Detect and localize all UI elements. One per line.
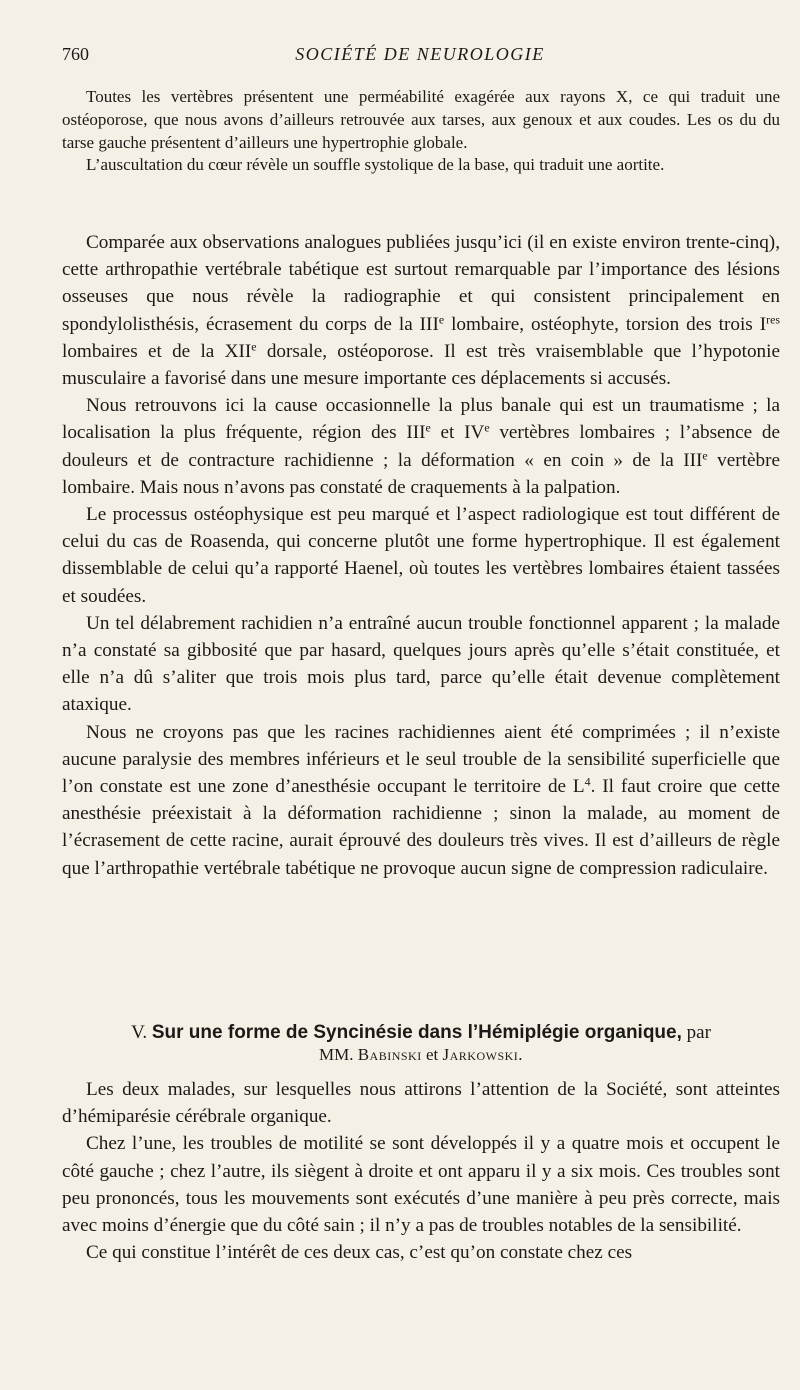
section-authors: MM. Babinski et Jarkowski.: [318, 1045, 524, 1064]
paragraph: Le processus ostéophysique est peu marqué et l’aspect radiologique est tout différent de celui du cas de Roasenda, qui concerne plutôt une forme hypertrophique. Il est également dissemblable de celui qu’a rapporté Haenel, où toutes les vertèbres lombaires étaient tassées et soudées.: [62, 504, 780, 607]
section-title: Sur une forme de Syncinésie dans l’Hémiplégie organique,: [151, 1022, 682, 1043]
paragraph: Les deux malades, sur lesquelles nous attirons l’attention de la Société, sont atteintes d’hémiparésie cérébrale organique.: [62, 1079, 780, 1128]
section-by: par: [686, 1022, 711, 1043]
page-number: 760: [62, 44, 89, 64]
paragraph: Chez l’une, les troubles de motilité se sont développés il y a quatre mois et occupent le côté gauche ; chez l’autre, ils siègent à droite et ont apparu il y a six mois. Ces troubles sont peu prononcés, tous les mouvements sont exécutés d’une manière à peu près correcte, mais avec moins d’énergie que du côté sain ; il n’y a pas de troubles notables de la sensibilité.: [62, 1133, 780, 1237]
paragraph: Ce qui constitue l’intérêt de ces deux cas, c’est qu’on constate chez ces: [86, 1242, 633, 1264]
superscript: e: [438, 312, 445, 327]
paragraph: Nous ne croyons pas que les racines rachidiennes aient été comprimées ; il n’existe aucune paralysie des membres inférieurs et le seul trouble de la sensibilité superficielle que l’on constate est une zone d’anesthésie occupant le territoire de $L^4$. Il faut croire que cette anesthésie préexistait à la déformation rachidienne ; sinon la malade, au moment de l’écrasement de cette racine, aurait éprouvé des douleurs très vives. Il est d’ailleurs de règle que l’arthropathie vertébrale tabétique ne provoque aucun signe de compression radiculaire.: [62, 721, 780, 879]
section-heading: [62, 1022, 780, 1066]
superscript: e: [251, 339, 257, 354]
running-head: [62, 44, 778, 64]
superscript: e: [702, 448, 708, 463]
paragraph: Nous retrouvons ici la cause occasionnelle la plus banale qui est un traumatisme ; la localisation la plus fréquente, région des IIIe et IVe vertèbres lombaires ; l’absence de douleurs et de contracture rachidienne ; la déformation « en coin » de la IIIe vertèbre lombaire. Mais nous n’avons pas constaté de craquements à la palpation.: [62, 395, 781, 498]
paragraph: Comparée aux observations analogues publiées jusqu’ici (il en existe environ trente-cinq), cette arthropathie vertébrale tabétique est surtout remarquable par l’importance des lésions osseuses que nous révèle la radiographie et qui consistent principalement en spondylolisthésis, écrasement du corps de la IIIe lombaire, ostéophyte, torsion des trois Ires lombaires et de la XIIe dorsale, ostéoporose. Il est très vraisemblable que l’hypotonie musculaire a favorisé dans une mesure importante ces déplacements si accusés.: [62, 232, 780, 390]
paragraph: L’auscultation du cœur révèle un souffle systolique de la base, qui traduit une aortite.: [86, 155, 665, 175]
section-number: V.: [131, 1022, 148, 1043]
paragraph: Toutes les vertèbres présentent une perméabilité exagérée aux rayons X, ce qui traduit une ostéoporose, que nous avons d’ailleurs retrouvée aux tarses, aux genoux et aux coudes. Les os du du tarse gauche présentent d’ailleurs une hypertrophie globale.: [62, 87, 780, 152]
superscript: e: [425, 420, 431, 435]
superscript: 4: [584, 774, 591, 789]
running-title: SOCIÉTÉ DE NEUROLOGIE: [295, 44, 545, 64]
small-print-block: [62, 86, 780, 177]
paragraph: Un tel délabrement rachidien n’a entraîné aucun trouble fonctionnel apparent ; la malade n’a constaté sa gibbosité que par hasard, quelques jours après qu’elle s’était constituée, et elle n’a dû s’aliter que trois mois plus tard, parce qu’elle était devenue complètement ataxique.: [62, 612, 780, 716]
author-name: Jarkowski.: [442, 1045, 524, 1064]
superscript: res: [766, 312, 780, 327]
main-text-block: [62, 229, 780, 882]
superscript: e: [484, 420, 490, 435]
section-text-block: [62, 1076, 780, 1266]
author-name: Babinski: [357, 1045, 422, 1064]
